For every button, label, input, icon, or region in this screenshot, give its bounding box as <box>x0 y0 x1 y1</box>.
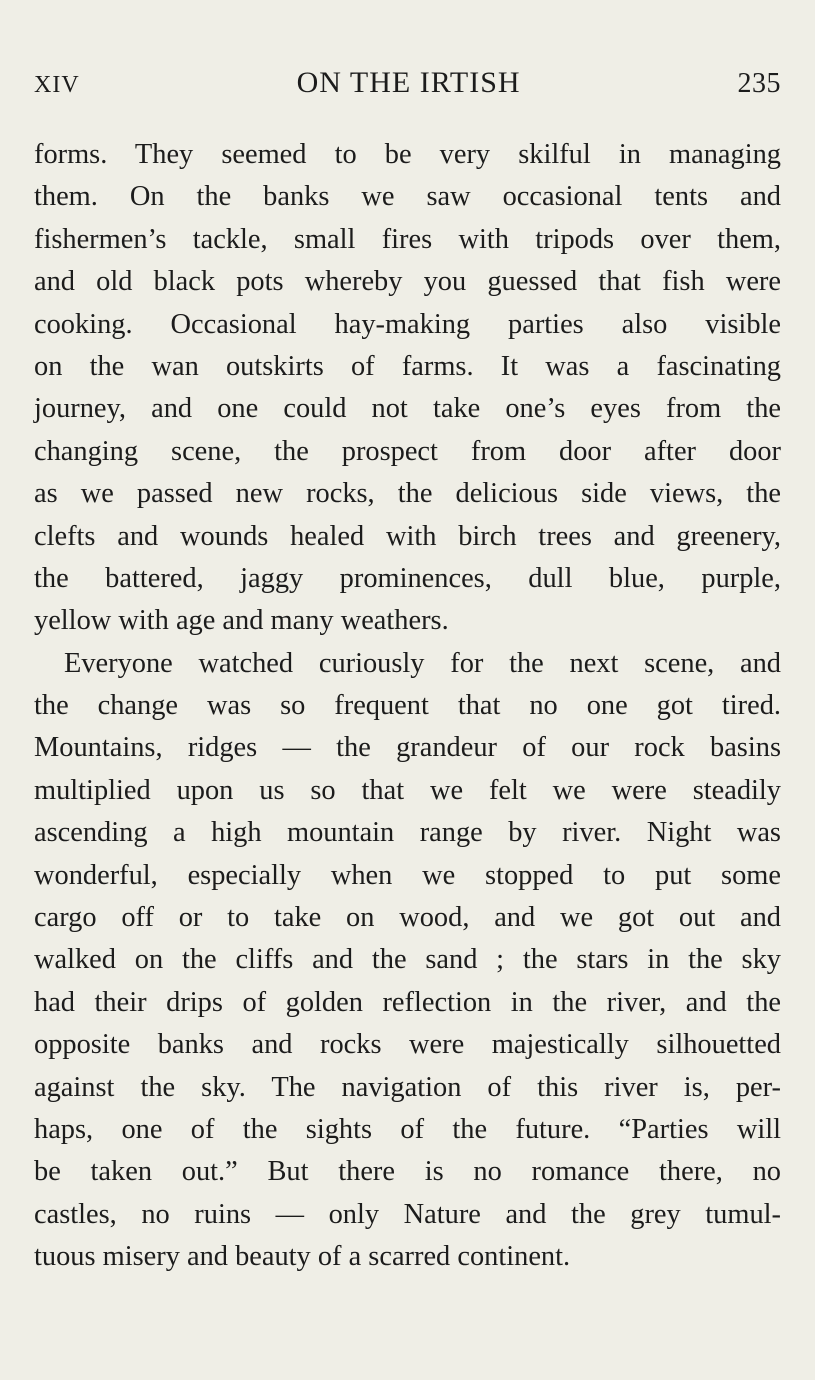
running-title: ON THE IRTISH <box>296 66 521 99</box>
text-line: be taken out.” But there is no romance there, no <box>34 1156 781 1188</box>
paragraph-2 <box>34 643 781 1279</box>
page-number: 235 <box>737 68 781 99</box>
body-text <box>34 134 781 1279</box>
text-line: them. On the banks we saw occasional tents and <box>34 181 781 213</box>
text-line: castles, no ruins — only Nature and the grey tumul- <box>34 1198 781 1230</box>
text-line: Mountains, ridges — the grandeur of our rock basins <box>34 732 781 764</box>
text-line: walked on the cliffs and the sand ; the stars in the sky <box>34 944 781 976</box>
text-line: against the sky. The navigation of this river is, per- <box>34 1071 781 1103</box>
text-line: had their drips of golden reflection in the river, and the <box>34 986 781 1018</box>
text-line: changing scene, the prospect from door after door <box>34 435 781 467</box>
text-line: on the wan outskirts of farms. It was a fascinating <box>34 350 781 382</box>
text-line: the battered, jaggy prominences, dull blue, purple, <box>34 562 781 594</box>
text-line: as we passed new rocks, the delicious side views, the <box>34 478 781 510</box>
text-line: ascending a high mountain range by river. Night was <box>34 817 781 849</box>
text-line: haps, one of the sights of the future. “Parties will <box>34 1113 781 1145</box>
text-line: forms. They seemed to be very skilful in managing <box>34 139 781 170</box>
text-line: Everyone watched curiously for the next scene, and <box>64 647 781 679</box>
text-line: cooking. Occasional hay-making parties also visible <box>34 308 781 340</box>
text-line: yellow with age and many weathers. <box>34 605 449 637</box>
text-line: clefts and wounds healed with birch trees and greenery, <box>34 520 781 552</box>
text-line: multiplied upon us so that we felt we were steadily <box>34 774 781 806</box>
text-line: journey, and one could not take one’s eyes from the <box>34 393 781 425</box>
text-line: tuous misery and beauty of a scarred continent. <box>34 1241 571 1273</box>
text-line: the change was so frequent that no one got tired. <box>34 690 781 722</box>
text-line: cargo off or to take on wood, and we got out and <box>34 902 781 934</box>
paragraph-1 <box>34 134 781 643</box>
running-head <box>34 66 781 110</box>
text-line: opposite banks and rocks were majestically silhouetted <box>34 1029 781 1061</box>
text-line: wonderful, especially when we stopped to put some <box>34 859 781 891</box>
text-line: fishermen’s tackle, small fires with tripods over them, <box>34 223 781 255</box>
chapter-number: XIV <box>34 72 80 98</box>
text-line: and old black pots whereby you guessed that fish were <box>34 266 781 298</box>
